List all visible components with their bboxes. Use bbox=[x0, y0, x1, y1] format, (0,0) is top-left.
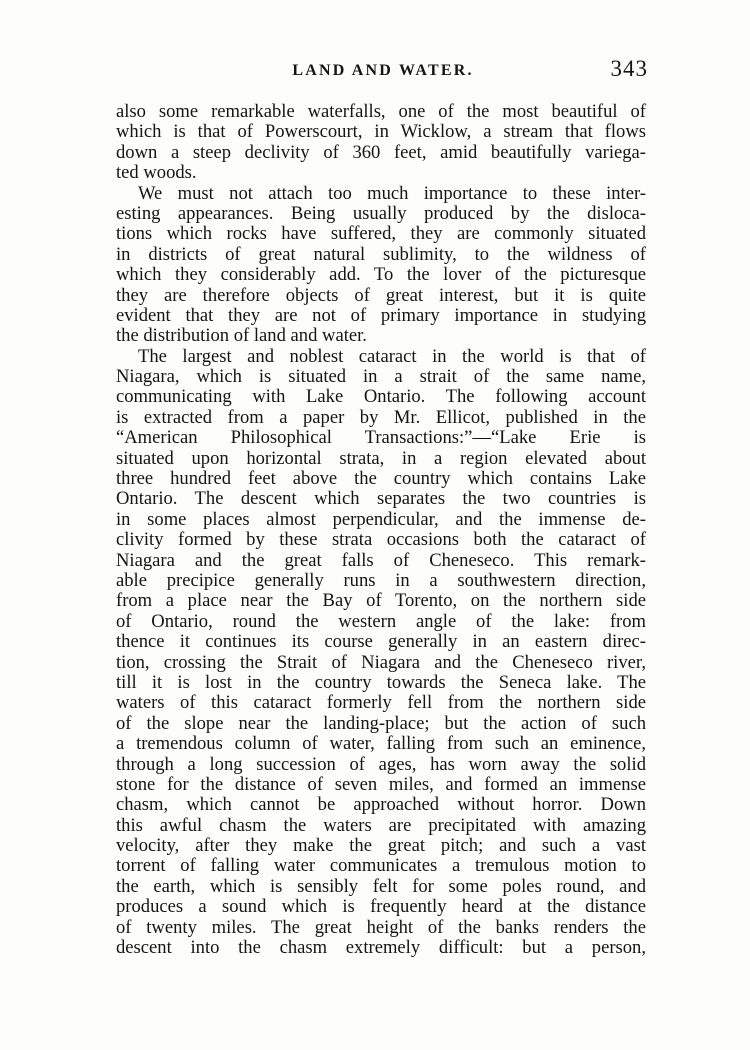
text-line: evident that they are not of primary importance in studying bbox=[116, 304, 646, 326]
text-line: the distribution of land and water. bbox=[116, 325, 367, 347]
text-line: descent into the chasm extremely difficult: but a person, bbox=[116, 937, 646, 959]
text-line: they are therefore objects of great interest, but it is quite bbox=[116, 284, 646, 306]
text-line: torrent of falling water communicates a tremulous motion to bbox=[116, 855, 646, 877]
text-line: from a place near the Bay of Torento, on the northern side bbox=[116, 590, 646, 612]
text-line: Niagara, which is situated in a strait of the same name, bbox=[116, 366, 646, 388]
text-line: clivity formed by these strata occasions both the cataract of bbox=[116, 529, 646, 551]
text-line: in districts of great natural sublimity, to the wildness of bbox=[116, 243, 646, 265]
body-text bbox=[116, 102, 646, 958]
text-line: able precipice generally runs in a southwestern direction, bbox=[116, 569, 646, 591]
text-line: Ontario. The descent which separates the two countries is bbox=[116, 488, 646, 510]
text-line: till it is lost in the country towards the Seneca lake. The bbox=[116, 671, 646, 693]
text-line: “American Philosophical Transactions:”—“Lake Erie is bbox=[116, 427, 646, 449]
text-line: also some remarkable waterfalls, one of the most beautiful of bbox=[116, 101, 646, 122]
text-line: which is that of Powerscourt, in Wicklow, a stream that flows bbox=[116, 121, 646, 143]
text-line: which they considerably add. To the lover of the picturesque bbox=[116, 264, 646, 286]
text-line: Niagara and the great falls of Cheneseco. This remark- bbox=[116, 549, 646, 571]
text-line: ted woods. bbox=[116, 162, 197, 184]
text-line: produces a sound which is frequently heard at the distance bbox=[116, 896, 646, 918]
text-line: thence it continues its course generally in an eastern direc- bbox=[116, 631, 646, 653]
text-line: three hundred feet above the country which contains Lake bbox=[116, 468, 646, 490]
text-line: communicating with Lake Ontario. The following account bbox=[116, 386, 646, 408]
text-line: is extracted from a paper by Mr. Ellicot, published in the bbox=[116, 406, 646, 428]
running-head bbox=[116, 56, 650, 88]
text-line: this awful chasm the waters are precipitated with amazing bbox=[116, 814, 646, 836]
text-line: velocity, after they make the great pitch; and such a vast bbox=[116, 835, 646, 857]
text-line: in some places almost perpendicular, and the immense de- bbox=[116, 508, 646, 530]
text-line: of the slope near the landing-place; but the action of such bbox=[116, 712, 646, 734]
text-line: We must not attach too much importance to these inter- bbox=[138, 182, 646, 204]
text-line: waters of this cataract formerly fell from the northern side bbox=[116, 692, 646, 714]
text-line: a tremendous column of water, falling from such an eminence, bbox=[116, 733, 646, 755]
text-line: The largest and noblest cataract in the world is that of bbox=[138, 345, 646, 367]
text-line: down a steep declivity of 360 feet, amid beautifully variega- bbox=[116, 141, 646, 163]
running-title: LAND AND WATER. bbox=[292, 62, 474, 79]
text-line: of twenty miles. The great height of the banks renders the bbox=[116, 916, 646, 938]
text-line: stone for the distance of seven miles, and formed an immense bbox=[116, 773, 646, 795]
text-line: esting appearances. Being usually produced by the disloca- bbox=[116, 202, 646, 224]
text-line: tion, crossing the Strait of Niagara and the Cheneseco river, bbox=[116, 651, 646, 673]
page-number: 343 bbox=[610, 56, 648, 81]
text-line: situated upon horizontal strata, in a region elevated about bbox=[116, 447, 646, 469]
text-line: chasm, which cannot be approached without horror. Down bbox=[116, 794, 646, 816]
text-line: of Ontario, round the western angle of the lake: from bbox=[116, 610, 646, 632]
text-line: through a long succession of ages, has worn away the solid bbox=[116, 753, 646, 775]
text-line: the earth, which is sensibly felt for some poles round, and bbox=[116, 875, 646, 897]
text-line: tions which rocks have suffered, they are commonly situated bbox=[116, 223, 646, 245]
